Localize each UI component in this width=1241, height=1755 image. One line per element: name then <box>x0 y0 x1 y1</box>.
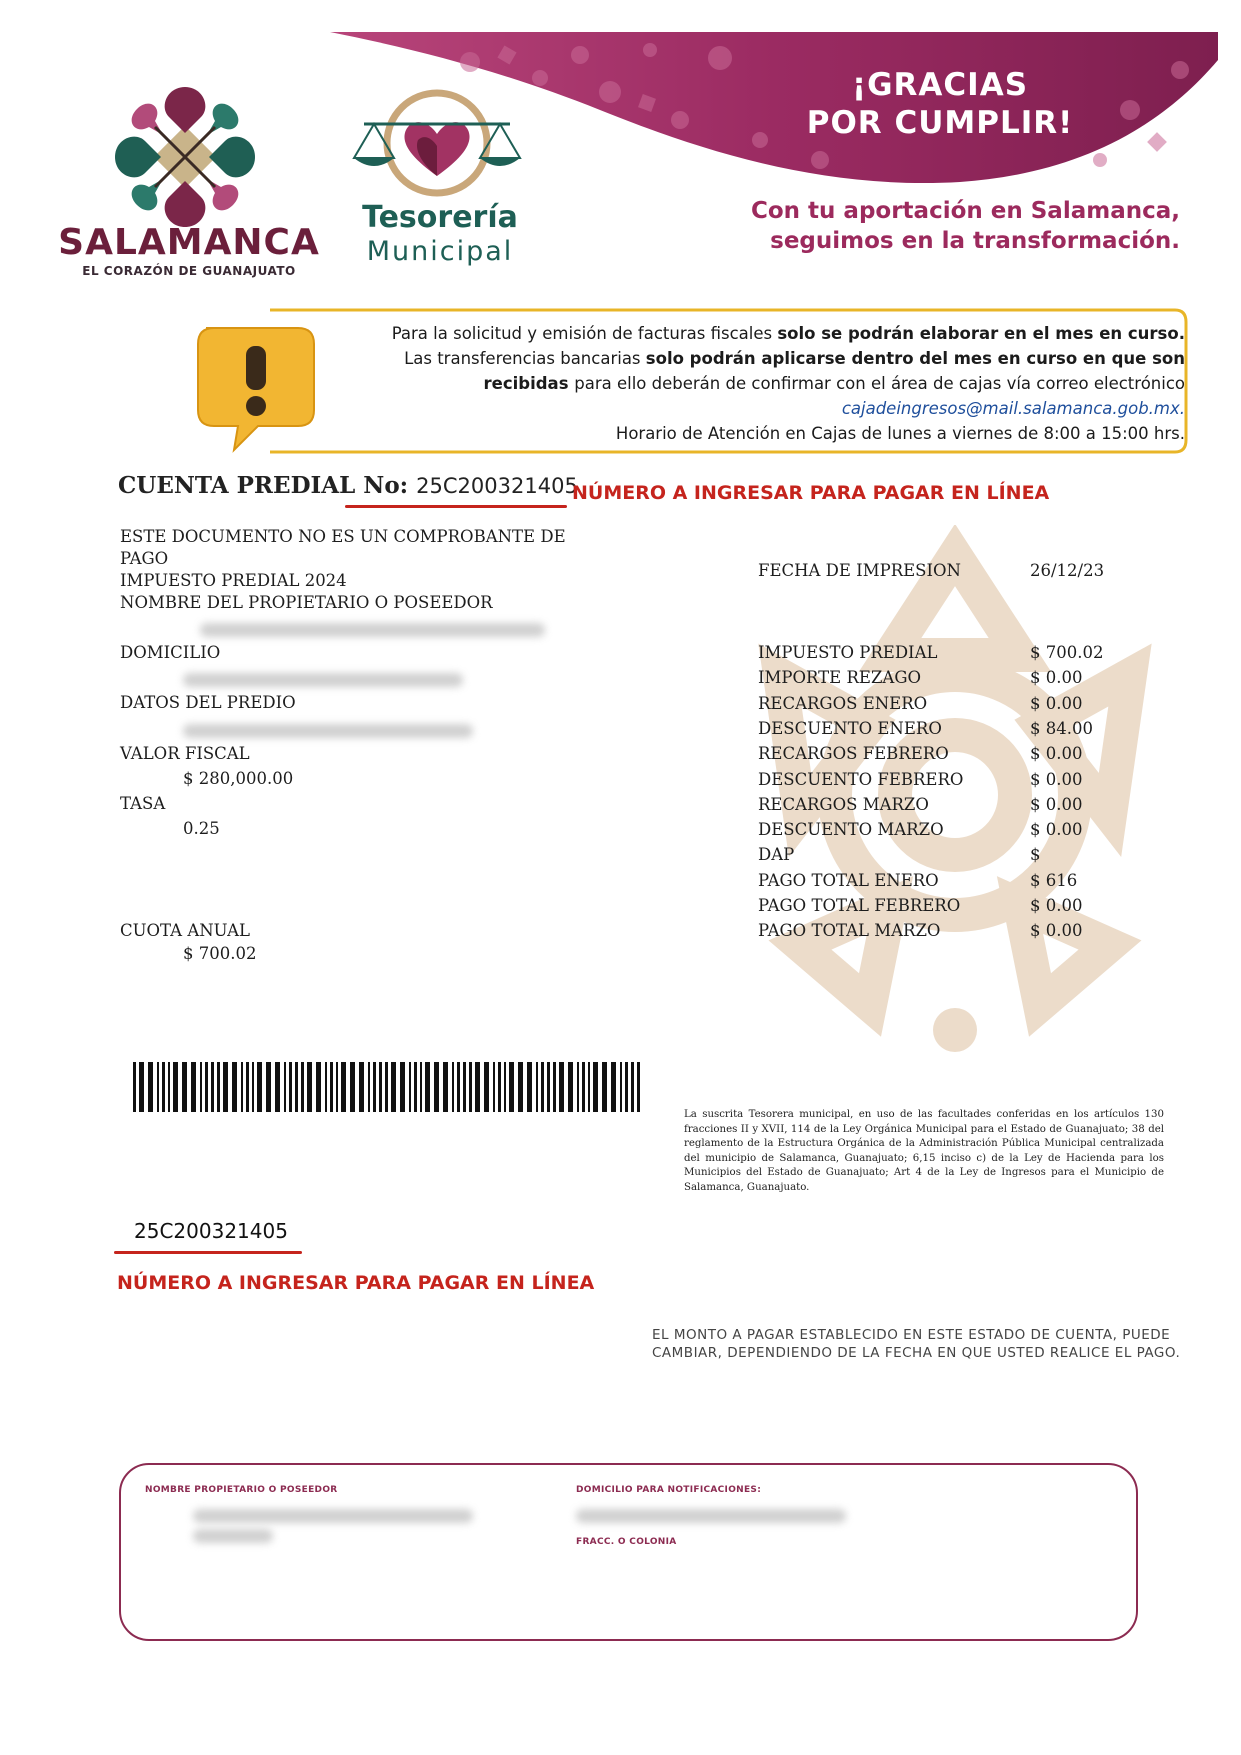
footer-address-redacted <box>576 1509 846 1523</box>
online-payment-note: NÚMERO A INGRESAR PARA PAGAR EN LÍNEA <box>572 482 1050 504</box>
charge-value: $ 700.02 <box>1030 643 1104 662</box>
barcode-bar <box>139 1062 144 1112</box>
barcode-bar <box>275 1062 280 1112</box>
barcode-bar <box>541 1062 544 1112</box>
city-name: SALAMANCA <box>58 222 320 263</box>
account-heading <box>118 472 578 499</box>
notice-email[interactable]: cajadeingresos@mail.salamanca.gob.mx. <box>841 399 1185 418</box>
charge-label: RECARGOS MARZO <box>758 795 929 814</box>
tax-year: IMPUESTO PREDIAL 2024 <box>120 571 347 590</box>
notice-line-1-a: Para la solicitud y emisión de facturas fiscales <box>391 324 778 343</box>
not-receipt-line-2: PAGO <box>120 549 169 568</box>
notice-line-3 <box>300 371 1185 396</box>
barcode-bar <box>582 1062 585 1112</box>
barcode-bar <box>373 1062 376 1112</box>
barcode-bar <box>385 1062 388 1112</box>
barcode-bar <box>336 1062 338 1112</box>
barcode-bar <box>223 1062 228 1112</box>
notice-line-3-a: recibidas <box>483 374 575 393</box>
charge-label: IMPORTE REZAGO <box>758 668 922 687</box>
charge-label: RECARGOS ENERO <box>758 694 928 713</box>
barcode-bar <box>368 1062 370 1112</box>
barcode-bar <box>295 1062 298 1112</box>
barcode-bar <box>191 1062 196 1112</box>
barcode-bar <box>509 1062 514 1112</box>
notice-line-3-b: para ello deberán de confirmar con el área de cajas vía correo electrónico <box>574 374 1185 393</box>
account-underline <box>345 505 567 508</box>
barcode-bar <box>559 1062 564 1112</box>
amount-disclaimer <box>652 1326 1180 1362</box>
charge-value: $ 0.00 <box>1030 795 1083 814</box>
barcode-bar <box>425 1062 430 1112</box>
barcode-bar <box>443 1062 448 1112</box>
amount-disclaimer-line-1: EL MONTO A PAGAR ESTABLECIDO EN ESTE ESTADO DE CUENTA, PUEDE <box>652 1327 1171 1343</box>
online-payment-note-2: NÚMERO A INGRESAR PARA PAGAR EN LÍNEA <box>117 1272 595 1294</box>
barcode-bar <box>266 1062 271 1112</box>
barcode-bar <box>577 1062 579 1112</box>
charge-value: $ 0.00 <box>1030 694 1083 713</box>
barcode-bar <box>252 1062 254 1112</box>
charge-label: PAGO TOTAL MARZO <box>758 921 941 940</box>
barcode-bar <box>133 1062 136 1112</box>
barcode-bar <box>289 1062 292 1112</box>
charge-label: IMPUESTO PREDIAL <box>758 643 938 662</box>
rate-label: TASA <box>120 794 166 813</box>
charge-label: DAP <box>758 845 795 864</box>
barcode-bar <box>284 1062 286 1112</box>
annual-fee: $ 700.02 <box>183 944 257 963</box>
barcode-bar <box>232 1062 237 1112</box>
fiscal-value-label: VALOR FISCAL <box>120 744 250 763</box>
account-number: 25C200321405 <box>416 474 578 498</box>
notice-line-2-a: Las transferencias bancarias <box>404 349 646 368</box>
barcode-bar <box>391 1062 396 1112</box>
property-label: DATOS DEL PREDIO <box>120 693 296 712</box>
barcode-bar <box>536 1062 538 1112</box>
footer-owner-redacted-2 <box>193 1529 273 1543</box>
barcode-bar <box>409 1062 411 1112</box>
charge-value: $ 616 <box>1030 871 1078 890</box>
thanks-line-1: ¡GRACIAS <box>851 67 1029 103</box>
charge-value: $ <box>1030 845 1041 864</box>
charge-label: DESCUENTO MARZO <box>758 820 944 839</box>
barcode-bar <box>359 1062 364 1112</box>
barcode-bar <box>504 1062 506 1112</box>
treasury-scales-heart-icon <box>352 88 522 208</box>
notice-line-1-b: solo se podrán elaborar en el mes en curso. <box>777 324 1185 343</box>
address-label: DOMICILIO <box>120 643 221 662</box>
barcode-bar <box>527 1062 532 1112</box>
barcode-bar <box>588 1062 590 1112</box>
barcode-bar <box>568 1062 573 1112</box>
charge-value: $ 0.00 <box>1030 820 1083 839</box>
barcode-bar <box>602 1062 607 1112</box>
charge-value: $ 0.00 <box>1030 896 1083 915</box>
charge-value: $ 0.00 <box>1030 668 1083 687</box>
notice-line-1 <box>300 321 1185 346</box>
annual-fee-label: CUOTA ANUAL <box>120 921 250 940</box>
barcode-bar <box>631 1062 634 1112</box>
barcode-bar <box>211 1062 214 1112</box>
charge-label: DESCUENTO ENERO <box>758 719 942 738</box>
treasury-municipal: Municipal <box>366 236 514 267</box>
barcode-bar <box>241 1062 243 1112</box>
fiscal-value: $ 280,000.00 <box>183 769 294 788</box>
barcode-bar <box>420 1062 422 1112</box>
charge-label: RECARGOS FEBRERO <box>758 744 949 763</box>
thanks-line-2: POR CUMPLIR! <box>806 105 1074 141</box>
charge-value: $ 0.00 <box>1030 921 1083 940</box>
barcode-bar <box>182 1062 187 1112</box>
barcode-bar <box>246 1062 249 1112</box>
notice-line-2-b: solo podrán aplicarse dentro del mes en curso en que son <box>645 349 1185 368</box>
barcode-bar <box>625 1062 628 1112</box>
barcode-bar <box>157 1062 159 1112</box>
barcode-bar <box>168 1062 170 1112</box>
slogan-line-1: Con tu aportación en Salamanca, <box>750 198 1180 224</box>
footer-colony-label: FRACC. O COLONIA <box>576 1537 677 1547</box>
footer-owner-redacted <box>193 1509 473 1523</box>
amount-disclaimer-line-2: CAMBIAR, DEPENDIENDO DE LA FECHA EN QUE USTED REALICE EL PAGO. <box>652 1345 1181 1361</box>
charge-label: PAGO TOTAL ENERO <box>758 871 939 890</box>
city-tagline: EL CORAZÓN DE GUANAJUATO <box>82 264 296 278</box>
barcode-bar <box>414 1062 417 1112</box>
barcode-bar <box>593 1062 598 1112</box>
payment-code-underline <box>114 1251 302 1254</box>
barcode-bar <box>148 1062 153 1112</box>
charge-value: $ 84.00 <box>1030 719 1093 738</box>
charge-label: DESCUENTO FEBRERO <box>758 770 964 789</box>
notice-line-2 <box>300 346 1185 371</box>
barcode-bar <box>469 1062 472 1112</box>
charge-value: $ 0.00 <box>1030 744 1083 763</box>
barcode-bar <box>162 1062 165 1112</box>
barcode-bar <box>379 1062 382 1112</box>
barcode-bar <box>484 1062 489 1112</box>
barcode-bar <box>637 1062 640 1112</box>
notice-text <box>300 321 1185 446</box>
barcode-bar <box>463 1062 466 1112</box>
barcode-bar <box>452 1062 454 1112</box>
treasury-name: Tesorería <box>362 200 518 235</box>
rate-value: 0.25 <box>183 819 220 838</box>
barcode-bar <box>498 1062 501 1112</box>
barcode-bar <box>350 1062 355 1112</box>
barcode-bar <box>611 1062 616 1112</box>
footer-owner-label: NOMBRE PROPIETARIO O POSEEDOR <box>145 1485 338 1495</box>
barcode-bar <box>307 1062 312 1112</box>
account-label: CUENTA PREDIAL No: <box>118 472 409 499</box>
slogan-line-2: seguimos en la transformación. <box>770 228 1180 254</box>
owner-label: NOMBRE DEL PROPIETARIO O POSEEDOR <box>120 593 493 612</box>
barcode-bar <box>173 1062 178 1112</box>
recipient-box <box>119 1463 1138 1641</box>
barcode-bar <box>434 1062 439 1112</box>
barcode-bar <box>547 1062 550 1112</box>
print-date-value: 26/12/23 <box>1030 561 1105 580</box>
barcode-bar <box>475 1062 480 1112</box>
barcode-bar <box>217 1062 220 1112</box>
notice-hours: Horario de Atención en Cajas de lunes a viernes de 8:00 a 15:00 hrs. <box>615 424 1185 443</box>
not-receipt-line-1: ESTE DOCUMENTO NO ES UN COMPROBANTE DE <box>120 527 566 546</box>
barcode-bar <box>620 1062 622 1112</box>
print-date-label: FECHA DE IMPRESION <box>758 561 961 580</box>
thanks-heading <box>790 66 1090 142</box>
footer-address-label: DOMICILIO PARA NOTIFICACIONES: <box>576 1485 762 1495</box>
charge-label: PAGO TOTAL FEBRERO <box>758 896 961 915</box>
barcode-bar <box>341 1062 346 1112</box>
barcode-bar <box>301 1062 304 1112</box>
owner-name-redacted <box>200 623 545 637</box>
barcode-bar <box>553 1062 556 1112</box>
barcode-bar <box>518 1062 523 1112</box>
barcode-bar <box>316 1062 321 1112</box>
barcode-bar <box>200 1062 202 1112</box>
payment-code: 25C200321405 <box>134 1219 288 1243</box>
barcode-bar <box>330 1062 333 1112</box>
barcode-bar <box>325 1062 327 1112</box>
legal-text: La suscrita Tesorera municipal, en uso de las facultades conferidas en los artículos 130 fracciones II y XVII, 114 de la Ley Orgánica Municipal para el Estado de Guanajuato; 38 del reglamento de la Estructura Orgánica de la Administración Pública Municipal centralizada del municipio de Salamanca, Guanajuato; 6,15 inciso c) de la Ley de Hacienda para los Municipios del Estado de Guanajuato; Art 4 de la Ley de Ingresos para el Municipio de Salamanca, Guanajuato. <box>684 1109 1164 1193</box>
charge-value: $ 0.00 <box>1030 770 1083 789</box>
slogan <box>710 196 1180 256</box>
property-redacted <box>183 724 473 738</box>
barcode-bar <box>457 1062 460 1112</box>
barcode-bar <box>257 1062 262 1112</box>
barcode-bar <box>205 1062 208 1112</box>
barcode-bar <box>493 1062 495 1112</box>
barcode-bar <box>400 1062 405 1112</box>
address-redacted <box>183 673 463 687</box>
barcode <box>133 1062 645 1112</box>
